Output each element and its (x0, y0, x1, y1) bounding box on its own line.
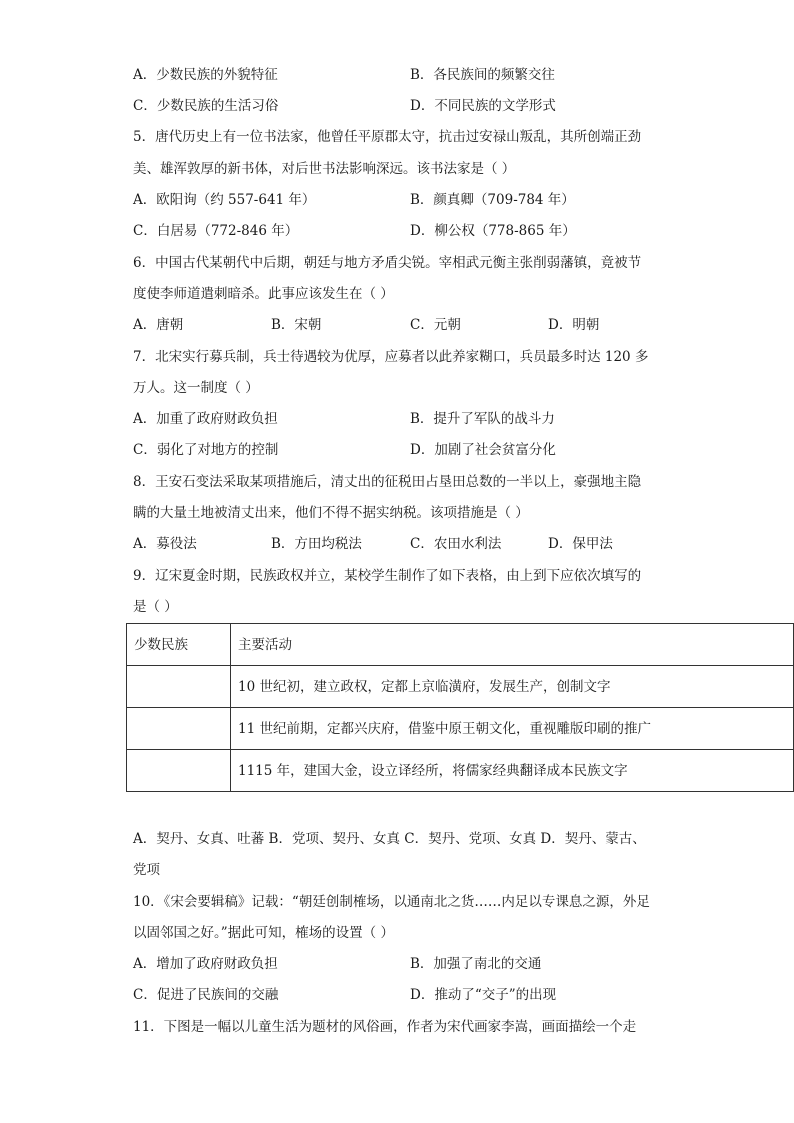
q9-options-line-1: A．契丹、女真、吐蕃 B．党项、契丹、女真 C．契丹、党项、女真 D．契丹、蒙古、 (133, 831, 646, 847)
q8-stem-line-2: 瞒的大量土地被清丈出来，他们不得不据实纳税。该项措施是（ ） (133, 505, 529, 521)
q6-option-c: C．元朝 (410, 317, 461, 333)
q6-stem-line-2: 度使李师道遣刺暗杀。此事应该发生在（ ） (133, 286, 394, 302)
table-cell-blank (127, 750, 231, 792)
q7-option-c: C．弱化了对地方的控制 (133, 442, 279, 458)
q9-table (126, 623, 794, 792)
q10-stem-line-1: 10．《宋会要辑稿》记载：“朝廷创制榷场，以通南北之货……内足以专课息之源，外足 (133, 894, 650, 910)
table-cell-blank (127, 708, 231, 750)
q8-option-c: C．农田水利法 (410, 536, 502, 552)
table-row (127, 750, 794, 792)
table-header-cell: 主要活动 (231, 624, 794, 666)
q5-option-d: D．柳公权（778-865 年） (410, 223, 576, 239)
q8-stem-line-1: 8．王安石变法采取某项措施后，清丈出的征税田占垦田总数的一半以上，豪强地主隐 (133, 474, 642, 490)
q6-option-b: B．宋朝 (271, 317, 322, 333)
q5-stem-line-1: 5．唐代历史上有一位书法家，他曾任平原郡太守，抗击过安禄山叛乱，其所创端正劲 (133, 129, 642, 145)
q4-option-c: C．少数民族的生活习俗 (133, 98, 279, 114)
q7-option-d: D．加剧了社会贫富分化 (410, 442, 556, 458)
table-row (127, 666, 794, 708)
q6-option-d: D．明朝 (548, 317, 600, 333)
table-row (127, 708, 794, 750)
q4-option-b: B．各民族间的频繁交往 (410, 67, 555, 83)
table-header-cell: 少数民族 (127, 624, 231, 666)
q5-option-b: B．颜真卿（709-784 年） (410, 192, 575, 208)
q4-option-d: D．不同民族的文学形式 (410, 98, 556, 114)
q8-option-b: B．方田均税法 (271, 536, 362, 552)
table-cell: 10 世纪初，建立政权，定都上京临潢府，发展生产，创制文字 (231, 666, 794, 708)
table-cell: 11 世纪前期，定都兴庆府，借鉴中原王朝文化，重视雕版印刷的推广 (231, 708, 794, 750)
q5-stem-line-2: 美、雄浑敦厚的新书体，对后世书法影响深远。该书法家是（ ） (133, 161, 516, 177)
q10-option-d: D．推动了“交子”的出现 (410, 987, 557, 1003)
q11-stem-line-1: 11．下图是一幅以儿童生活为题材的风俗画，作者为宋代画家李嵩，画面描绘一个走 (133, 1019, 637, 1035)
q9-stem-line-2: 是（ ） (133, 599, 178, 615)
q10-stem-line-2: 以固邻国之好。”据此可知，榷场的设置（ ） (133, 925, 394, 941)
q7-option-b: B．提升了军队的战斗力 (410, 411, 555, 427)
q10-option-a: A．增加了政府财政负担 (133, 956, 278, 972)
q10-option-b: B．加强了南北的交通 (410, 956, 542, 972)
q5-option-c: C．白居易（772-846 年） (133, 223, 299, 239)
table-cell: 1115 年，建国大金，设立译经所，将儒家经典翻译成本民族文字 (231, 750, 794, 792)
q6-stem-line-1: 6．中国古代某朝代中后期，朝廷与地方矛盾尖锐。宰相武元衡主张削弱藩镇，竟被节 (133, 255, 642, 271)
q9-stem-line-1: 9．辽宋夏金时期，民族政权并立，某校学生制作了如下表格，由上到下应依次填写的 (133, 568, 642, 584)
q10-option-c: C．促进了民族间的交融 (133, 987, 279, 1003)
q4-option-a: A．少数民族的外貌特征 (133, 67, 278, 83)
q9-options-line-2: 党项 (133, 862, 160, 878)
table-cell-blank (127, 666, 231, 708)
q8-option-d: D．保甲法 (548, 536, 613, 552)
q5-option-a: A．欧阳询（约 557-641 年） (133, 192, 316, 208)
q7-option-a: A．加重了政府财政负担 (133, 411, 278, 427)
q8-option-a: A．募役法 (133, 536, 197, 552)
q6-option-a: A．唐朝 (133, 317, 184, 333)
q7-stem-line-2: 万人。这一制度（ ） (133, 380, 259, 396)
table-header-row (127, 624, 794, 666)
q7-stem-line-1: 7．北宋实行募兵制，兵士待遇较为优厚，应募者以此养家糊口，兵员最多时达 120 多 (133, 349, 649, 365)
